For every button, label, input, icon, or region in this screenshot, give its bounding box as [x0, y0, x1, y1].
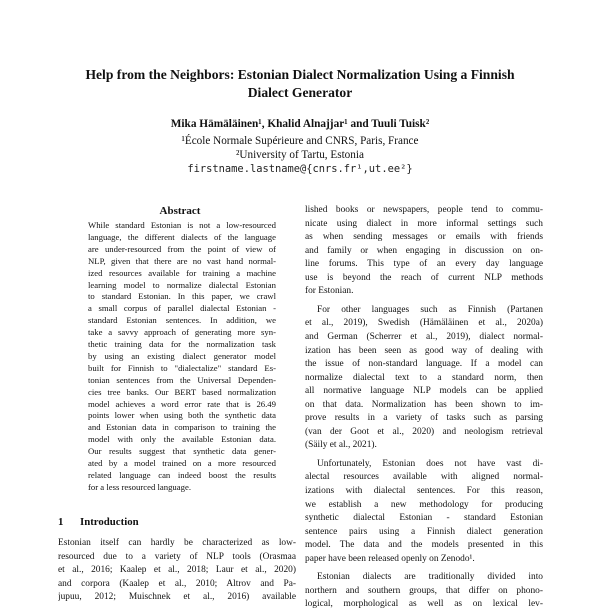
abstract-line: a small corpus of parallel dialectal Estonian -: [88, 303, 276, 314]
abstract-line: language, the different dialects of the language: [88, 231, 276, 242]
title-line: Help from the Neighbors: Estonian Dialect Normalization Using a Finnish: [85, 67, 515, 82]
body-line: (Säily et al., 2021).: [305, 440, 377, 451]
author-list: Mika Hämäläinen¹, Khalid Alnajjar¹ and Tuuli Tuisk²: [170, 118, 430, 130]
intro-line: and corpora (Kaalep et al., 2010; Altrov and Pa-: [58, 578, 296, 589]
abstract-line: take a savvy approach of generating more syn-: [88, 327, 276, 338]
body-line: ization has been seen as good way of dealing with: [305, 345, 543, 356]
body-line: use is beyond the reach of current NLP methods: [305, 272, 543, 283]
body-line: as when sending messages or emails with friends: [305, 232, 543, 243]
affiliation: ¹École Normale Supérieure and CNRS, Paris, France: [181, 135, 419, 147]
section-number: 1: [58, 516, 64, 528]
body-line: synthetic dialectal Estonian - standard Estonian: [305, 513, 543, 524]
body-line: For other languages such as Finnish (Partanen: [317, 304, 543, 315]
abstract-line: and Estonian data in comparison to training the: [88, 422, 276, 433]
abstract-line: model achieves a word error rate that is 26.49: [88, 398, 276, 409]
abstract-line: learning model to normalize dialectal Estonian: [88, 279, 276, 290]
section-title: Introduction: [80, 516, 139, 528]
body-line: the issue of non-standard language. If a model can: [305, 359, 543, 370]
body-line: and German (Scherrer et al., 2019), dialect normal-: [305, 331, 543, 342]
body-line: and family or when engaging in discussion on on-: [305, 245, 543, 256]
section-heading-introduction: [58, 516, 139, 528]
intro-line: et al., 2016; Kaalep et al., 2018; Laur et al., 2020): [58, 565, 296, 576]
body-line: logical, morphological as well as on lexical lev-: [305, 599, 543, 610]
intro-line: resourced due to a variety of NLP tools (Orasmaa: [58, 551, 296, 562]
body-line: Unfortunately, Estonian does not have vast di-: [317, 458, 543, 469]
abstract-line: points lower when using both the synthetic data: [88, 410, 276, 421]
abstract-line: by using an existing dialect generator model: [88, 350, 276, 361]
abstract-line: model with only the available Estonian data.: [88, 434, 276, 445]
body-line: nicate using dialect in more informal settings such: [305, 218, 543, 229]
body-line: izations with dialectal sentences. For this reason,: [305, 486, 543, 496]
abstract-line: NLP, given that there are no vast hand normal-: [88, 255, 276, 266]
body-line: line forums. This type of an every day language: [305, 259, 543, 270]
title-line: Dialect Generator: [247, 85, 353, 100]
paper-title: [40, 66, 560, 102]
intro-line: Estonian itself can hardly be characterized as low-: [58, 538, 296, 548]
abstract-line: built for Finnish to "dialectalize" standard Es-: [88, 362, 276, 373]
body-line: for Estonian.: [305, 286, 354, 297]
affiliation: ²University of Tartu, Estonia: [236, 149, 364, 161]
abstract-line: Our results suggest that synthetic data gener-: [88, 446, 276, 457]
body-line: northern and southern groups, that differ on phono-: [305, 585, 543, 596]
body-line: paper have been released openly on Zenodo¹.: [305, 553, 475, 564]
body-line: on that data. Normalization has been shown to im-: [305, 399, 543, 410]
abstract-line: standard Estonian sentences. In addition, we: [88, 315, 276, 326]
abstract-line: related language can indeed boost the results: [88, 469, 276, 480]
abstract-heading: Abstract: [159, 205, 201, 217]
body-line: sentence pairs using a Finnish dialect generation: [305, 526, 543, 537]
body-line: normalize dialectal text to a standard norm, then: [305, 372, 543, 383]
abstract-line: are under-resourced from the point of view of: [88, 243, 276, 254]
body-line: alectal resources available with aligned normal-: [305, 472, 543, 483]
body-line: et al., 2019), Swedish (Hämäläinen et al., 2020a): [305, 318, 543, 329]
abstract-line: for a less resourced language.: [88, 481, 191, 492]
abstract-line: cies tree banks. Our BERT based normalization: [88, 386, 276, 397]
body-line: all normative language NLP models can be applied: [305, 386, 543, 397]
intro-line: jupuu, 2012; Muischnek et al., 2016) available: [58, 592, 296, 603]
body-line: prove results in a variety of tasks such as parsing: [305, 413, 543, 424]
body-line: model. The data and the models presented in this: [305, 540, 543, 551]
body-line: we establish a new methodology for producing: [305, 499, 543, 510]
abstract-line: to standard Estonian. In this paper, we crawl: [88, 291, 276, 302]
abstract-line: ized resources available for training a machine: [88, 267, 276, 278]
abstract-line: ated by a model trained on a more resourced: [88, 458, 276, 468]
abstract-line: thetic training data for the normalization task: [88, 339, 276, 349]
body-line: Estonian dialects are traditionally divided into: [317, 572, 543, 583]
abstract-line: tonian sentences from the Universal Dependen-: [88, 374, 276, 385]
body-line: lished books or newspapers, people tend to commu-: [305, 205, 543, 215]
abstract-line: While standard Estonian is not a low-resourced: [88, 220, 276, 230]
body-line: (van der Goot et al., 2020) and neologism retrieval: [305, 426, 543, 437]
email-address: firstname.lastname@{cnrs.fr¹,ut.ee²}: [187, 163, 413, 175]
